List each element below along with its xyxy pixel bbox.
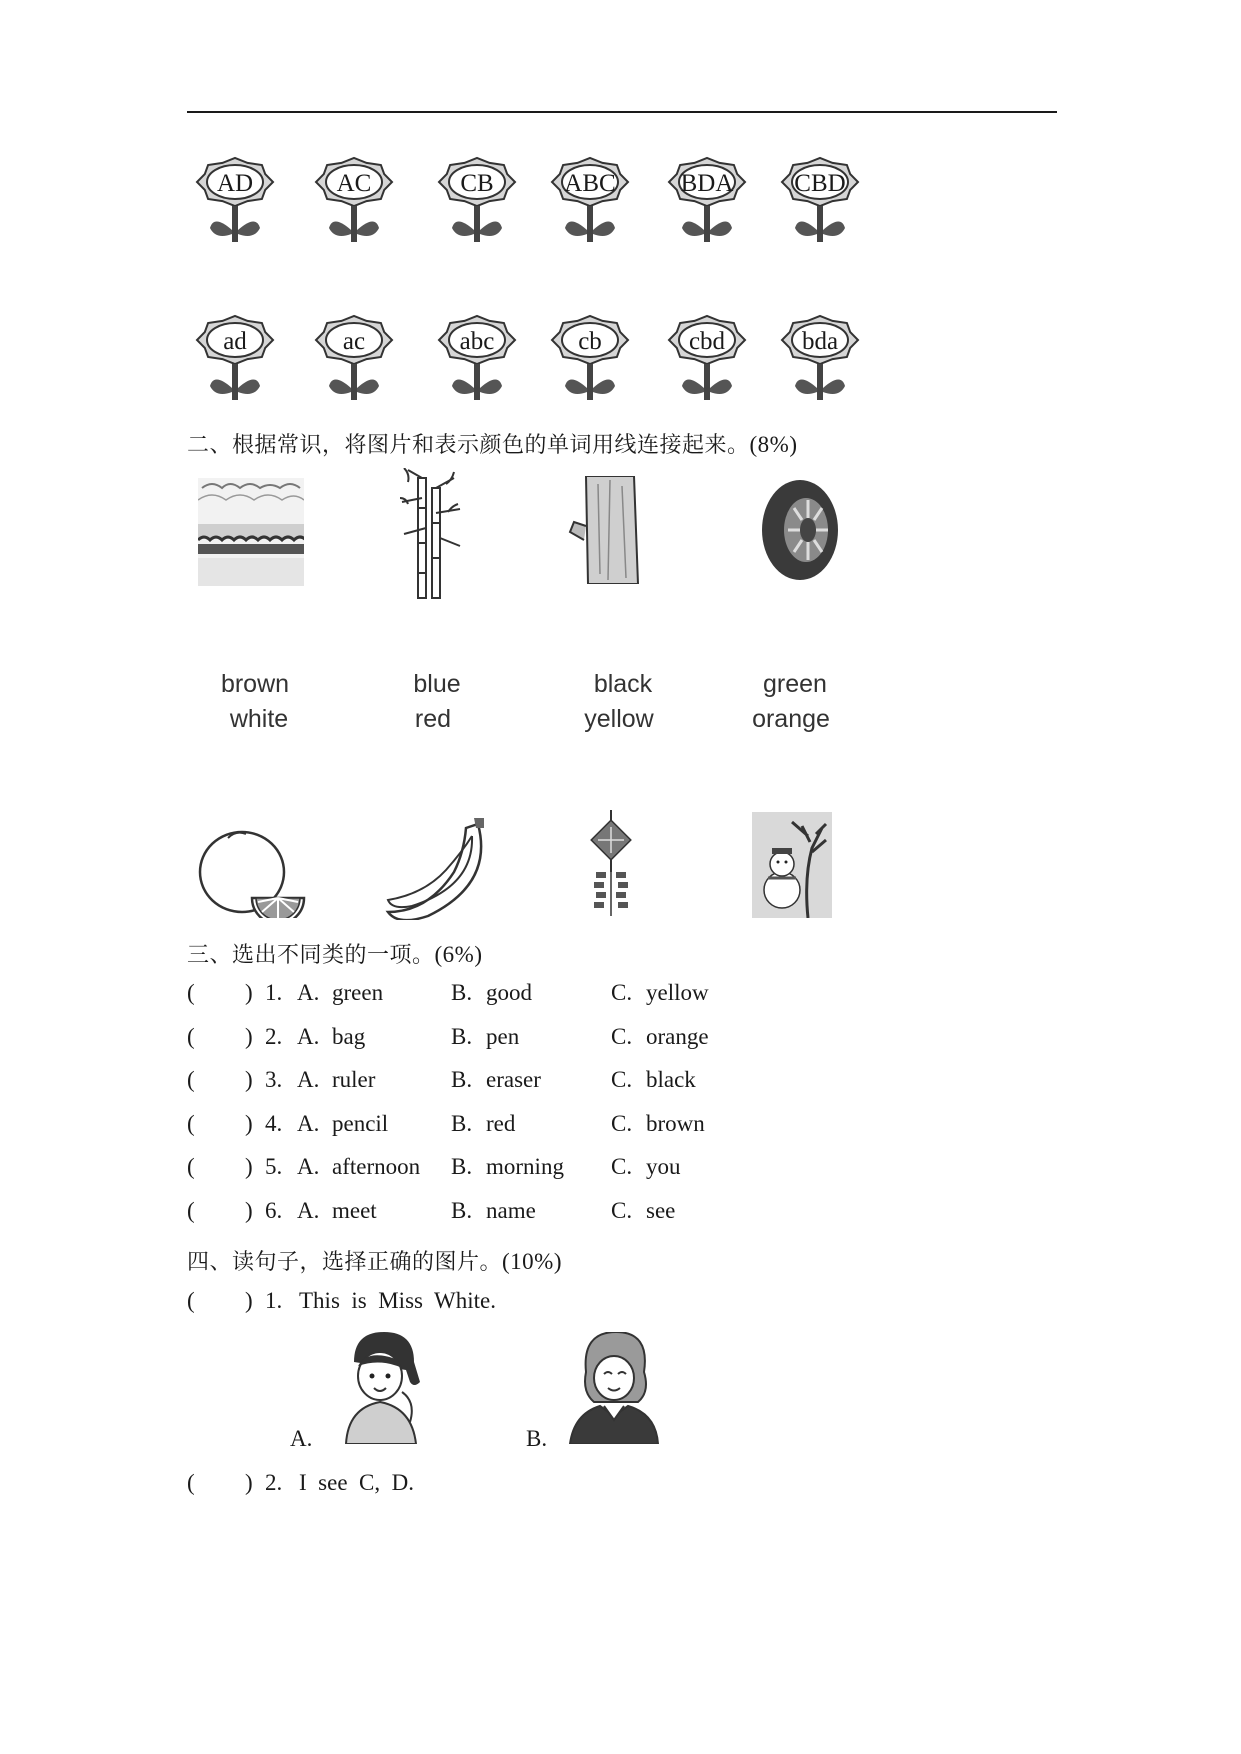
flower-icon bbox=[309, 310, 399, 402]
flower-card bbox=[309, 152, 399, 244]
answer-blank-close: ) bbox=[245, 1470, 253, 1495]
flower-card bbox=[545, 310, 635, 402]
section-4-question-2 bbox=[187, 1470, 787, 1500]
option-b-text: name bbox=[486, 1198, 536, 1223]
answer-blank-open[interactable]: ( bbox=[187, 1198, 195, 1223]
section-3-question-5 bbox=[187, 1154, 867, 1184]
option-a-label: A. bbox=[290, 1426, 313, 1451]
section-3-question-2 bbox=[187, 1024, 867, 1054]
flower-icon bbox=[190, 310, 280, 402]
section-2-heading bbox=[187, 428, 798, 459]
option-b-label: B. bbox=[526, 1426, 548, 1451]
section-2-title: 二、根据常识，将图片和表示颜色的单词用线连接起来。 bbox=[187, 433, 750, 458]
question-number: 2. bbox=[265, 1470, 283, 1495]
color-word-green: green bbox=[763, 670, 827, 698]
color-word-blue: blue bbox=[413, 670, 461, 698]
flower-icon bbox=[309, 152, 399, 244]
question-number: 4. bbox=[265, 1110, 283, 1136]
option-b-text: pen bbox=[486, 1023, 520, 1049]
option-a-letter: A. bbox=[297, 980, 320, 1005]
option-c-text: see bbox=[646, 1198, 676, 1223]
chinese-knot-picture bbox=[584, 810, 638, 920]
option-a-text: bag bbox=[332, 1023, 366, 1049]
option-a-letter: A. bbox=[297, 1067, 320, 1093]
option-a-letter: A. bbox=[297, 1154, 320, 1180]
option-a-text: pencil bbox=[332, 1110, 389, 1136]
section-3-heading bbox=[187, 938, 483, 969]
flower-icon bbox=[775, 152, 865, 244]
color-word-black: black bbox=[593, 670, 653, 698]
option-c-text: orange bbox=[646, 1023, 709, 1049]
option-c-letter: C. bbox=[611, 1154, 633, 1180]
question-number: 1. bbox=[265, 980, 283, 1005]
flower-card bbox=[190, 152, 280, 244]
section-3-title: 三、选出不同类的一项。 bbox=[187, 943, 435, 968]
orange-fruit-picture bbox=[198, 828, 310, 918]
flower-card bbox=[662, 310, 752, 402]
option-a-text: meet bbox=[332, 1198, 377, 1223]
option-a-text: ruler bbox=[332, 1067, 376, 1093]
flower-card bbox=[775, 310, 865, 402]
option-c-text: you bbox=[646, 1154, 681, 1180]
flower-label: cbd bbox=[688, 328, 726, 355]
flower-icon bbox=[190, 152, 280, 244]
question-number: 2. bbox=[265, 1023, 283, 1049]
color-word-white: white bbox=[229, 705, 289, 733]
color-word-orange: orange bbox=[752, 705, 830, 733]
flower-label: CBD bbox=[794, 170, 846, 197]
option-b-text: red bbox=[486, 1110, 516, 1136]
flower-label: ad bbox=[223, 328, 247, 355]
section-3-question-1 bbox=[187, 980, 867, 1010]
section-3-question-6 bbox=[187, 1198, 867, 1228]
flower-label: CB bbox=[460, 170, 494, 197]
option-b-text: eraser bbox=[486, 1067, 541, 1093]
section-4-title: 四、读句子，选择正确的图片。 bbox=[187, 1250, 503, 1275]
option-c-text: brown bbox=[646, 1110, 705, 1136]
option-c-letter: C. bbox=[611, 980, 633, 1005]
flower-label: bda bbox=[801, 328, 839, 355]
flower-card bbox=[190, 310, 280, 402]
answer-blank-close: ) bbox=[245, 980, 253, 1005]
option-b-letter: B. bbox=[451, 980, 473, 1005]
option-c-letter: C. bbox=[611, 1067, 633, 1093]
flower-card bbox=[432, 152, 522, 244]
answer-blank-open[interactable]: ( bbox=[187, 1023, 195, 1049]
color-word-brown: brown bbox=[220, 670, 290, 698]
answer-blank-close: ) bbox=[245, 1198, 253, 1223]
flower-card bbox=[775, 152, 865, 244]
flower-icon bbox=[662, 152, 752, 244]
option-b-letter: B. bbox=[451, 1110, 473, 1136]
question-number: 6. bbox=[265, 1198, 283, 1223]
flower-card bbox=[432, 310, 522, 402]
banana-picture bbox=[382, 816, 492, 920]
sea-picture bbox=[198, 478, 304, 586]
flower-label: AC bbox=[336, 170, 372, 197]
question-number: 1. bbox=[265, 1288, 283, 1313]
option-a-letter: A. bbox=[297, 1023, 320, 1049]
section-3-question-4 bbox=[187, 1111, 867, 1141]
option-b-letter: B. bbox=[451, 1198, 473, 1223]
flower-label: cb bbox=[578, 328, 602, 355]
girl-picture bbox=[336, 1332, 426, 1444]
option-a-letter: A. bbox=[297, 1198, 320, 1223]
option-c-text: yellow bbox=[646, 980, 709, 1005]
question-number: 3. bbox=[265, 1067, 283, 1093]
flower-icon bbox=[545, 310, 635, 402]
answer-blank-open[interactable]: ( bbox=[187, 1067, 195, 1093]
option-a-text: green bbox=[332, 980, 384, 1005]
flower-icon bbox=[775, 310, 865, 402]
option-a-text: afternoon bbox=[332, 1154, 421, 1180]
option-b-text: good bbox=[486, 980, 532, 1005]
section-4-score: (10%) bbox=[502, 1249, 562, 1274]
answer-blank-open[interactable]: ( bbox=[187, 1110, 195, 1136]
option-c-letter: C. bbox=[611, 1198, 633, 1223]
answer-blank-close: ) bbox=[245, 1110, 253, 1136]
answer-blank-close: ) bbox=[245, 1067, 253, 1093]
option-c-letter: C. bbox=[611, 1023, 633, 1049]
answer-blank-open[interactable]: ( bbox=[187, 1470, 195, 1495]
tree-trunk-picture bbox=[568, 476, 652, 584]
flower-label: BDA bbox=[680, 170, 734, 197]
section-2-score: (8%) bbox=[749, 432, 798, 457]
answer-blank-close: ) bbox=[245, 1023, 253, 1049]
question-text: I see C, D. bbox=[299, 1470, 414, 1495]
option-b-letter: B. bbox=[451, 1067, 473, 1093]
snowman-picture bbox=[752, 812, 832, 918]
section-4-question-1 bbox=[187, 1288, 787, 1318]
section-3-question-3 bbox=[187, 1067, 867, 1097]
flower-icon bbox=[432, 152, 522, 244]
option-c-text: black bbox=[646, 1067, 696, 1093]
tire-picture bbox=[760, 478, 840, 582]
flower-label: abc bbox=[459, 328, 495, 355]
flower-label: ABC bbox=[564, 170, 616, 197]
flower-icon bbox=[662, 310, 752, 402]
option-b-text: morning bbox=[486, 1154, 564, 1180]
color-word-yellow: yellow bbox=[584, 705, 654, 733]
bamboo-picture bbox=[396, 468, 468, 600]
flower-icon bbox=[545, 152, 635, 244]
answer-blank-close: ) bbox=[245, 1288, 253, 1313]
answer-blank-open[interactable]: ( bbox=[187, 980, 195, 1005]
woman-picture bbox=[566, 1332, 662, 1444]
option-b-letter: B. bbox=[451, 1023, 473, 1049]
section-3-score: (6%) bbox=[434, 942, 483, 967]
flower-card bbox=[545, 152, 635, 244]
flower-card bbox=[662, 152, 752, 244]
section-4-heading bbox=[187, 1245, 562, 1276]
top-rule bbox=[187, 111, 1057, 113]
answer-blank-open[interactable]: ( bbox=[187, 1288, 195, 1313]
flower-label: ac bbox=[342, 328, 366, 355]
question-number: 5. bbox=[265, 1154, 283, 1180]
answer-blank-close: ) bbox=[245, 1154, 253, 1180]
option-b-letter: B. bbox=[451, 1154, 473, 1180]
flower-icon bbox=[432, 310, 522, 402]
flower-label: AD bbox=[216, 170, 254, 197]
color-word-red: red bbox=[414, 705, 452, 733]
option-a-letter: A. bbox=[297, 1110, 320, 1136]
option-c-letter: C. bbox=[611, 1110, 633, 1136]
answer-blank-open[interactable]: ( bbox=[187, 1154, 195, 1180]
question-text: This is Miss White. bbox=[299, 1288, 497, 1313]
flower-card bbox=[309, 310, 399, 402]
